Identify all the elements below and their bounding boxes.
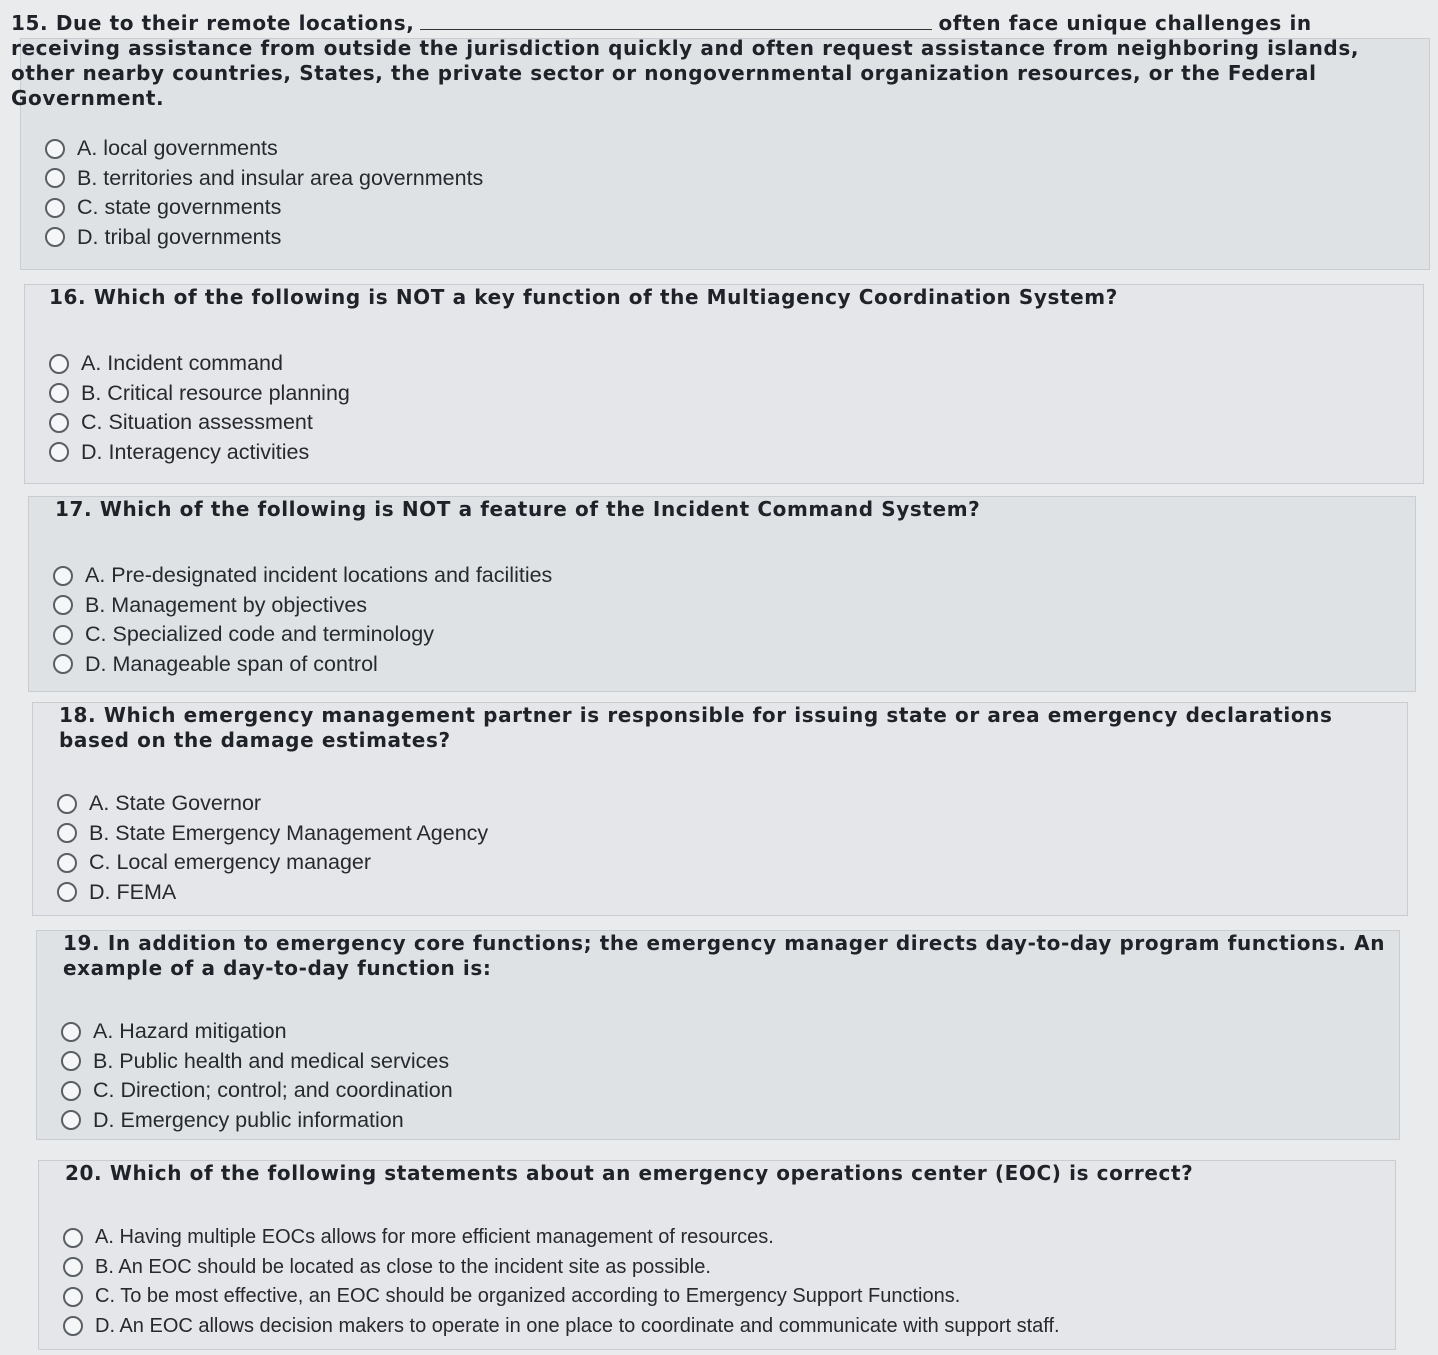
question-17-panel bbox=[28, 496, 1416, 692]
question-15-text: 15. Due to their remote locations, often face unique challenges in receiving assistance from outside the jurisdiction quickly and often request assistance from neighboring islands, other nearby countries, States, the private sector or nongovernmental organization resources, or the Federal Government. bbox=[11, 11, 1360, 110]
radio-button[interactable] bbox=[63, 1287, 83, 1307]
radio-button[interactable] bbox=[49, 383, 69, 403]
question-17-options bbox=[53, 561, 552, 679]
radio-button[interactable] bbox=[57, 794, 77, 814]
option-17-d[interactable]: D. Manageable span of control bbox=[53, 650, 552, 680]
radio-button[interactable] bbox=[63, 1257, 83, 1277]
question-16-panel bbox=[24, 284, 1424, 484]
question-19-text: 19. In addition to emergency core functions; the emergency manager directs day-to-day program functions. An example of a day-to-day function is: bbox=[63, 931, 1386, 980]
option-16-d[interactable]: D. Interagency activities bbox=[49, 438, 350, 468]
option-17-c[interactable]: C. Specialized code and terminology bbox=[53, 620, 552, 650]
radio-button[interactable] bbox=[57, 882, 77, 902]
radio-button[interactable] bbox=[53, 654, 73, 674]
radio-button[interactable] bbox=[53, 566, 73, 586]
radio-button[interactable] bbox=[49, 413, 69, 433]
option-18-a[interactable]: A. State Governor bbox=[57, 789, 488, 819]
radio-button[interactable] bbox=[53, 625, 73, 645]
radio-button[interactable] bbox=[45, 139, 65, 159]
option-19-d[interactable]: D. Emergency public information bbox=[61, 1106, 453, 1136]
option-17-a[interactable]: A. Pre-designated incident locations and facilities bbox=[53, 561, 552, 591]
option-16-a[interactable]: A. Incident command bbox=[49, 349, 350, 379]
option-15-d[interactable]: D. tribal governments bbox=[45, 223, 483, 253]
radio-button[interactable] bbox=[53, 595, 73, 615]
radio-button[interactable] bbox=[45, 198, 65, 218]
option-20-d[interactable]: D. An EOC allows decision makers to operate in one place to coordinate and communicate with support staff. bbox=[63, 1312, 1060, 1342]
option-19-c[interactable]: C. Direction; control; and coordination bbox=[61, 1076, 453, 1106]
radio-button[interactable] bbox=[49, 354, 69, 374]
option-15-a[interactable]: A. local governments bbox=[45, 134, 483, 164]
question-15-panel bbox=[11, 11, 1430, 270]
question-19-options bbox=[61, 1017, 453, 1135]
question-17-text: 17. Which of the following is NOT a feature of the Incident Command System? bbox=[55, 497, 981, 521]
option-20-c[interactable]: C. To be most effective, an EOC should be organized according to Emergency Support Functions. bbox=[63, 1282, 1060, 1312]
option-18-d[interactable]: D. FEMA bbox=[57, 878, 488, 908]
option-20-b[interactable]: B. An EOC should be located as close to the incident site as possible. bbox=[63, 1253, 1060, 1283]
option-16-b[interactable]: B. Critical resource planning bbox=[49, 379, 350, 409]
question-16-options bbox=[49, 349, 350, 467]
question-15-options bbox=[45, 134, 483, 252]
question-16-text: 16. Which of the following is NOT a key function of the Multiagency Coordination System? bbox=[49, 285, 1118, 309]
option-17-b[interactable]: B. Management by objectives bbox=[53, 591, 552, 621]
radio-button[interactable] bbox=[45, 168, 65, 188]
answer-blank bbox=[420, 11, 932, 30]
question-19-panel bbox=[36, 930, 1400, 1140]
radio-button[interactable] bbox=[61, 1081, 81, 1101]
radio-button[interactable] bbox=[61, 1022, 81, 1042]
question-18-text: 18. Which emergency management partner is responsible for issuing state or area emergency declarations based on the damage estimates? bbox=[59, 703, 1333, 752]
option-20-a[interactable]: A. Having multiple EOCs allows for more efficient management of resources. bbox=[63, 1223, 1060, 1253]
option-18-b[interactable]: B. State Emergency Management Agency bbox=[57, 819, 488, 849]
radio-button[interactable] bbox=[61, 1051, 81, 1071]
option-16-c[interactable]: C. Situation assessment bbox=[49, 408, 350, 438]
radio-button[interactable] bbox=[45, 227, 65, 247]
radio-button[interactable] bbox=[63, 1228, 83, 1248]
radio-button[interactable] bbox=[57, 853, 77, 873]
option-15-c[interactable]: C. state governments bbox=[45, 193, 483, 223]
question-20-panel bbox=[38, 1160, 1396, 1350]
radio-button[interactable] bbox=[57, 823, 77, 843]
question-18-options bbox=[57, 789, 488, 907]
radio-button[interactable] bbox=[61, 1110, 81, 1130]
option-19-b[interactable]: B. Public health and medical services bbox=[61, 1047, 453, 1077]
option-15-b[interactable]: B. territories and insular area governments bbox=[45, 164, 483, 194]
question-20-text: 20. Which of the following statements about an emergency operations center (EOC) is correct? bbox=[65, 1161, 1194, 1185]
radio-button[interactable] bbox=[49, 442, 69, 462]
option-19-a[interactable]: A. Hazard mitigation bbox=[61, 1017, 453, 1047]
option-18-c[interactable]: C. Local emergency manager bbox=[57, 848, 488, 878]
question-20-options bbox=[63, 1223, 1060, 1341]
radio-button[interactable] bbox=[63, 1316, 83, 1336]
question-18-panel bbox=[32, 702, 1408, 916]
